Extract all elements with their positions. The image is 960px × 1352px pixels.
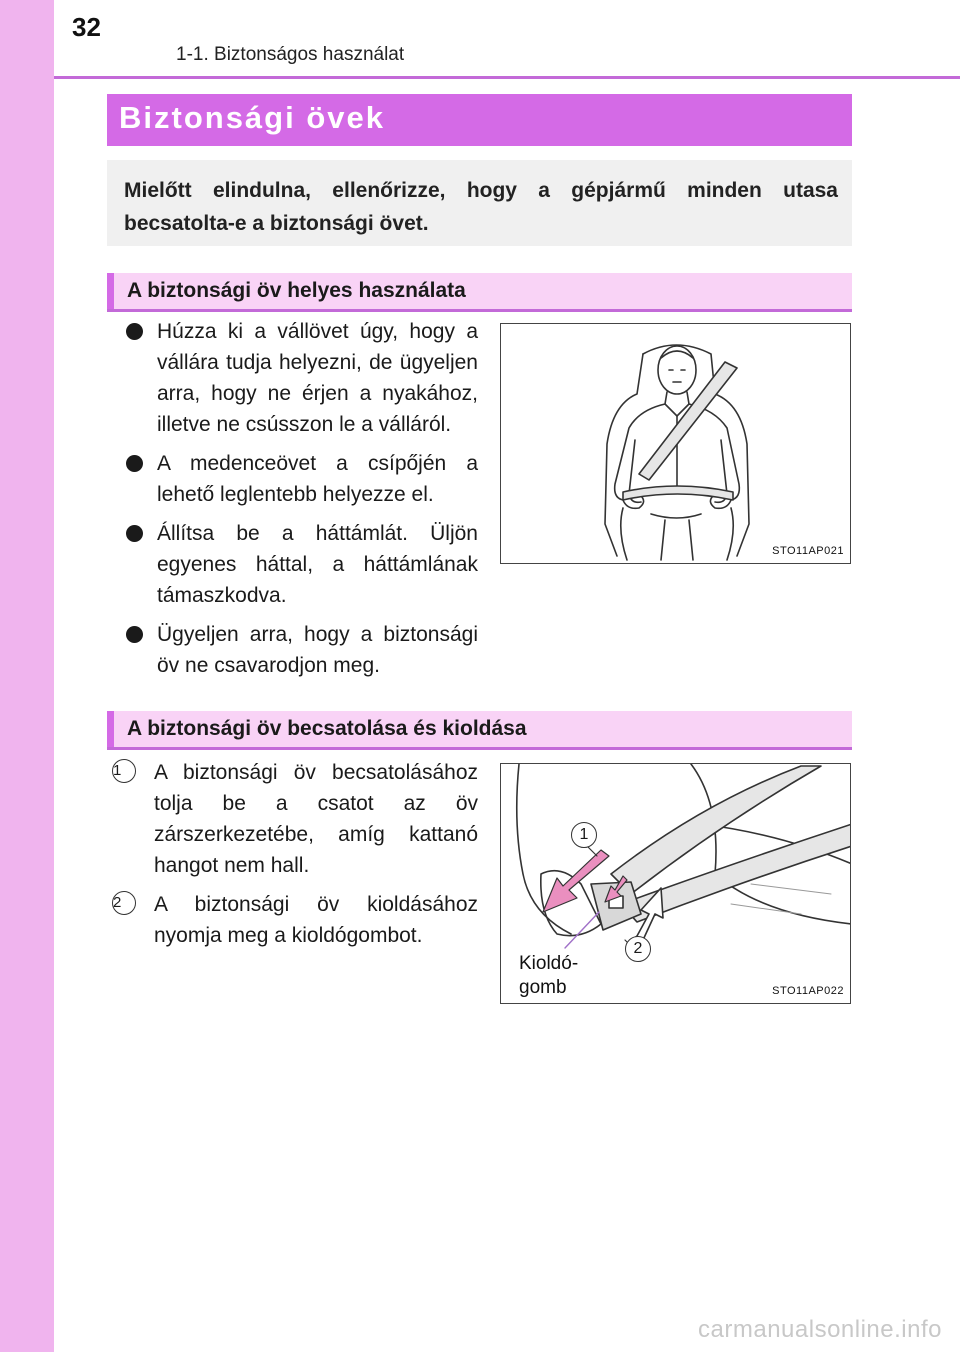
side-tab	[0, 0, 54, 1352]
seated-passenger-illustration	[501, 324, 851, 564]
intro-text: Mielőtt elindulna, ellenőrizze, hogy a gépjármű minden utasa becsatolta-e a biztonsági övet.	[124, 179, 838, 235]
callout-1-badge: 1	[571, 822, 597, 848]
step-text: A biztonsági öv kioldásához nyomja meg a kioldógombot.	[154, 893, 478, 947]
callout-2-badge: 2	[625, 936, 651, 962]
page-number: 32	[72, 12, 101, 42]
fastening-steps	[112, 757, 478, 959]
step-text: A biztonsági öv becsatolásához tolja be a csatot az öv zárszerkezetébe, amíg kattanó hangot nem hall.	[154, 761, 478, 877]
section-heading-usage	[107, 273, 852, 312]
bullet-icon	[126, 525, 143, 542]
header-rule	[54, 76, 960, 79]
page-title: Biztonsági övek	[119, 100, 385, 135]
step-number-badge: 2	[112, 891, 136, 915]
step-item	[112, 889, 478, 951]
bullet-icon	[126, 455, 143, 472]
bullet-text: Állítsa be a háttámlát. Üljön egyenes háttal, a háttámlának támaszkodva.	[157, 522, 478, 607]
intro-box	[107, 160, 852, 246]
figure-code: STO11AP021	[772, 545, 844, 557]
section-accent-bar	[107, 273, 114, 309]
usage-bullet-list	[126, 316, 478, 689]
bullet-text: Ügyeljen arra, hogy a biztonsági öv ne csavarodjon meg.	[157, 623, 478, 677]
release-button-label-line1: Kioldó-	[519, 953, 579, 974]
step-item	[112, 757, 478, 881]
title-bar	[107, 94, 852, 146]
bullet-item	[126, 619, 478, 681]
bullet-icon	[126, 626, 143, 643]
section-heading-fastening	[107, 711, 852, 750]
seated-passenger-figure	[500, 323, 851, 564]
bullet-item	[126, 316, 478, 440]
bullet-icon	[126, 323, 143, 340]
figure-code: STO11AP022	[772, 985, 844, 997]
step-number-badge: 1	[112, 759, 136, 783]
chapter-title: 1-1. Biztonságos használat	[176, 44, 405, 65]
buckle-figure	[500, 763, 851, 1004]
bullet-item	[126, 518, 478, 611]
bullet-item	[126, 448, 478, 510]
release-button-label-line2: gomb	[519, 977, 567, 998]
bullet-text: A medenceövet a csípőjén a lehető leglentebb helyezze el.	[157, 452, 478, 506]
section-heading-text: A biztonsági öv helyes használata	[127, 279, 466, 302]
bullet-text: Húzza ki a vállövet úgy, hogy a vállára tudja helyezni, de ügyeljen arra, hogy ne érjen a nyakához, illetve ne csússzon le a válláról.	[157, 320, 478, 436]
watermark: carmanualsonline.info	[698, 1316, 942, 1343]
section-heading-text: A biztonsági öv becsatolása és kioldása	[127, 717, 527, 740]
section-accent-bar	[107, 711, 114, 747]
release-button-label	[519, 952, 578, 1000]
